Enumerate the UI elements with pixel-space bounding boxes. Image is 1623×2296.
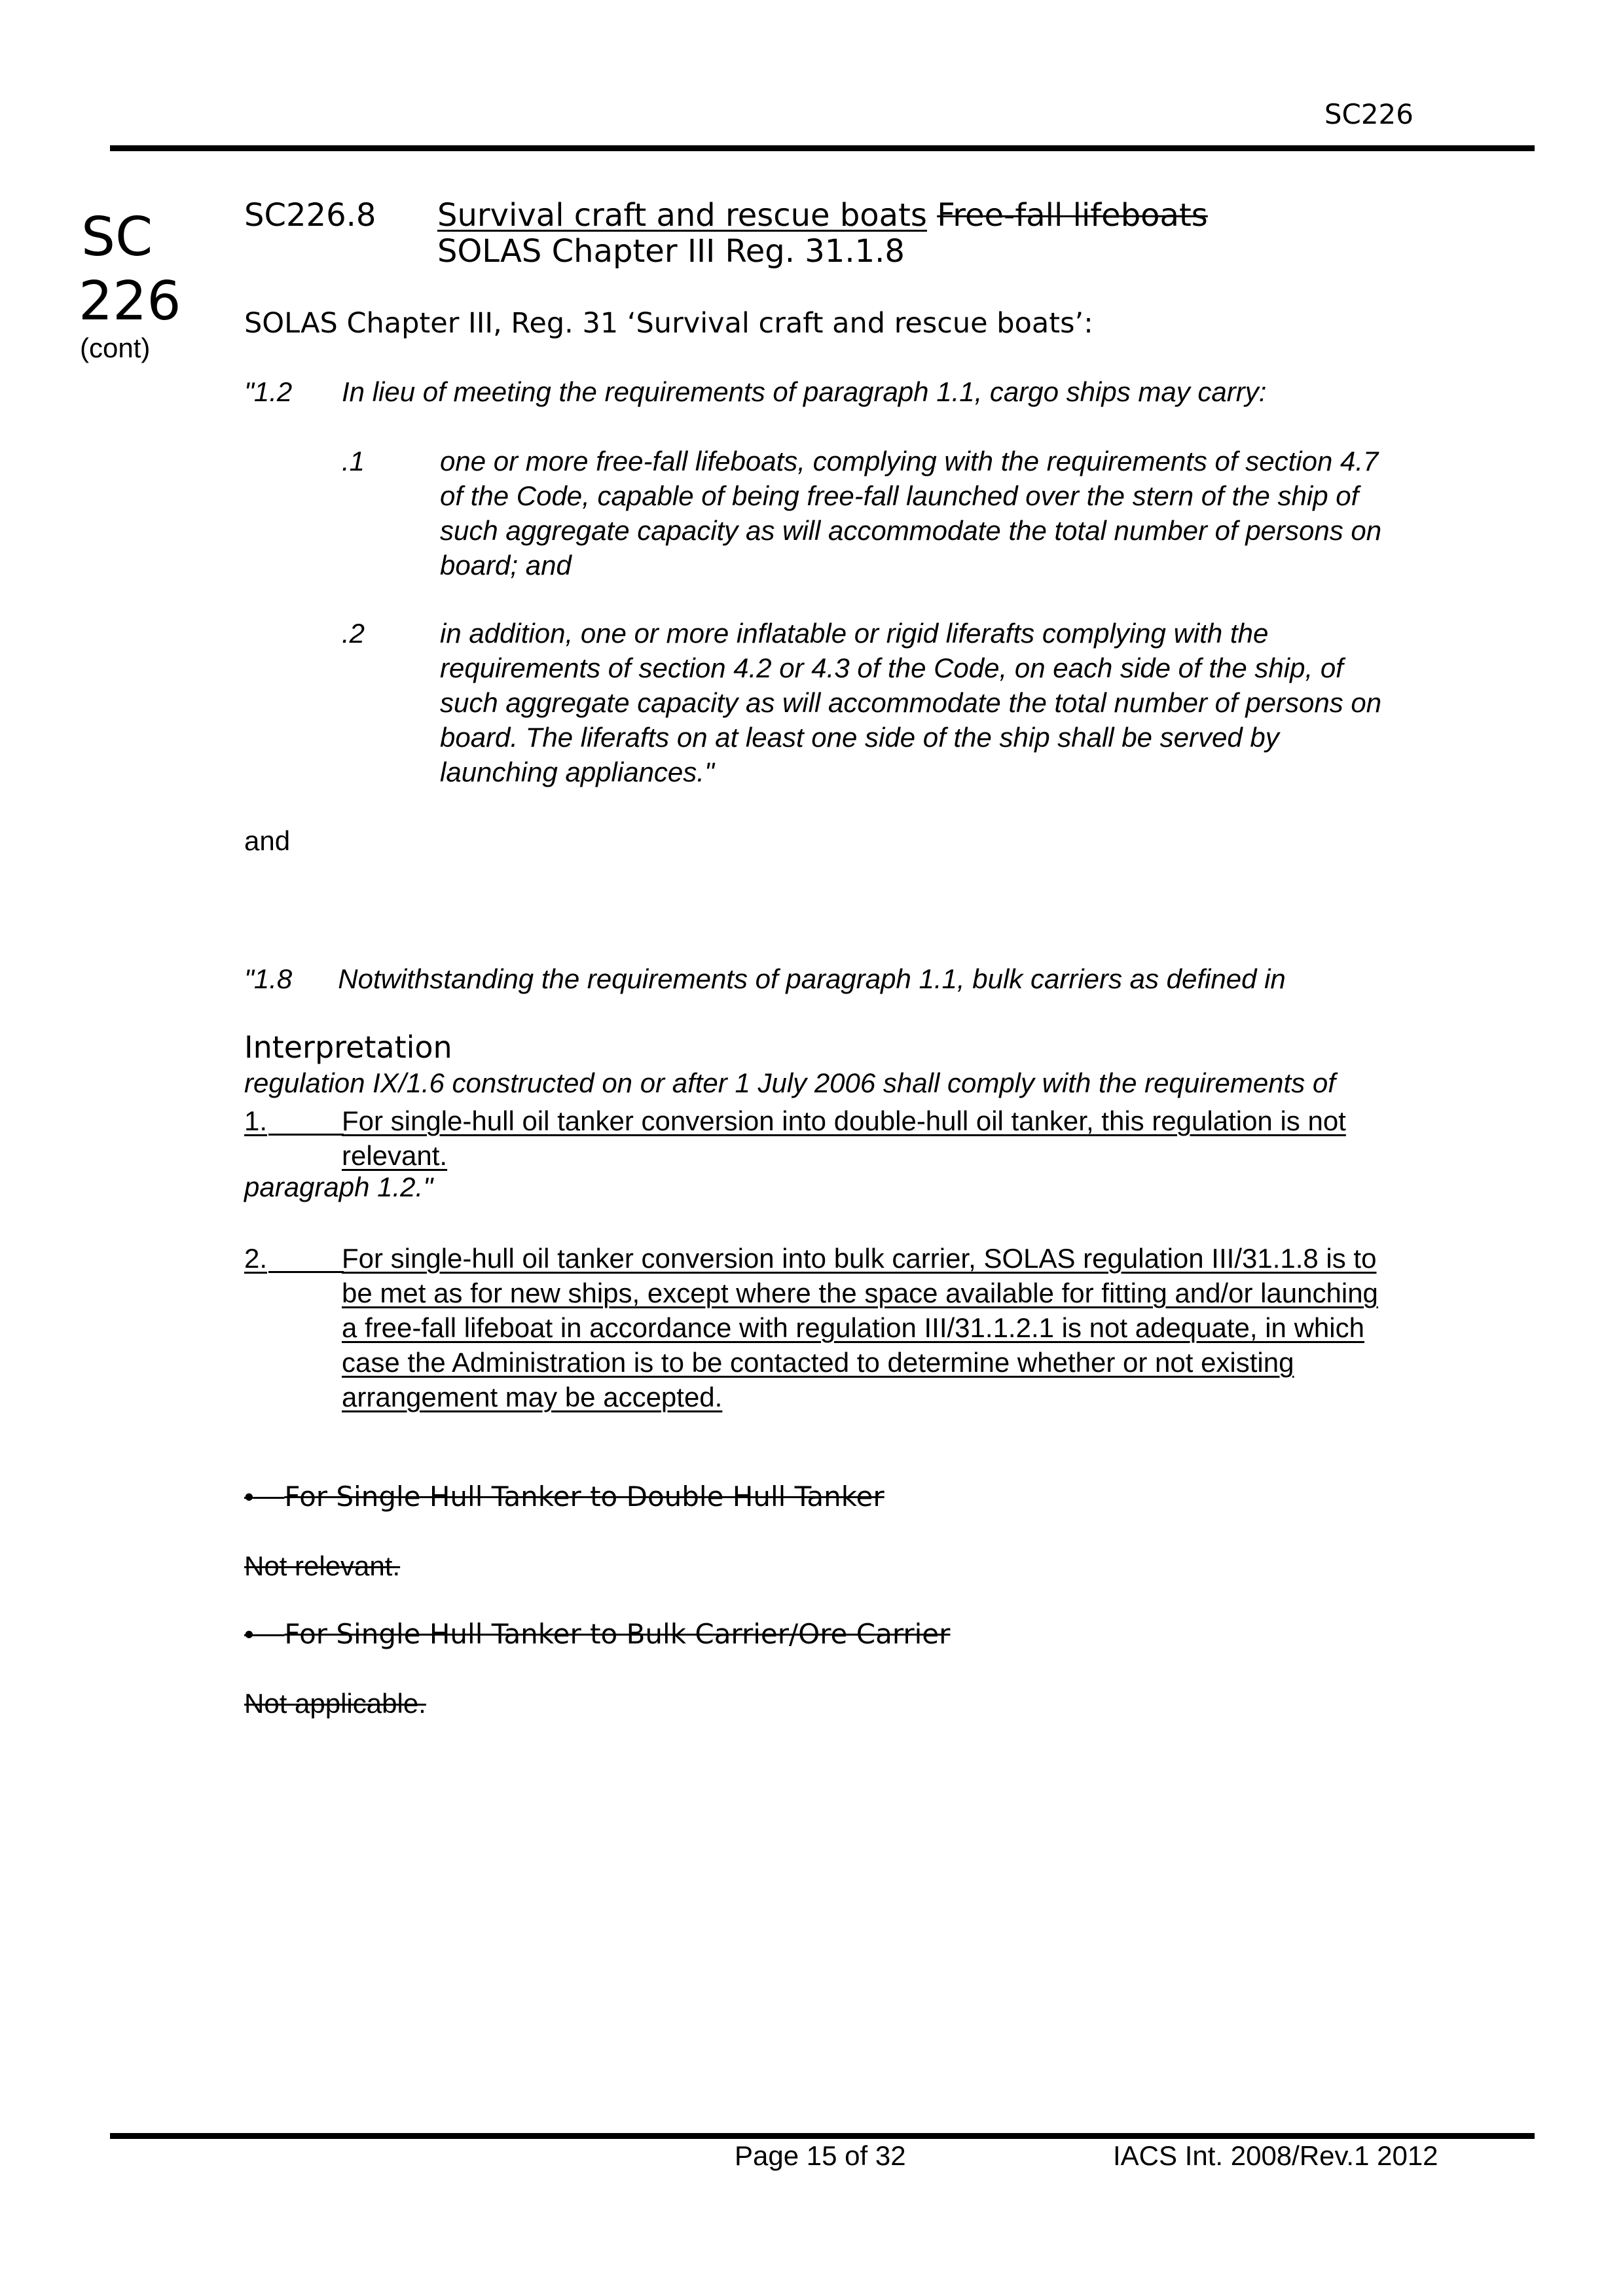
text-line: relevant. [342, 1140, 448, 1171]
interp-item2-num: 2. [244, 1243, 268, 1274]
text-line: For single-hull oil tanker conversion into double-hull oil tanker, this regulation is not [342, 1105, 1346, 1136]
section-subtitle: SOLAS Chapter III Reg. 31.1.8 [437, 233, 905, 270]
deleted-heading-text: For Single Hull Tanker to Bulk Carrier/Ore Carrier [284, 1618, 951, 1650]
deleted-heading-1 [244, 1479, 884, 1514]
footer-page: Page 15 of 32 [735, 2140, 906, 2171]
quote1-item2-num: .2 [342, 618, 365, 649]
quote2-text [244, 892, 1336, 1239]
text-line: a free-fall lifeboat in accordance with regulation III/31.1.2.1 is not adequate, in which [342, 1312, 1364, 1343]
header-rule [110, 145, 1535, 151]
text-line: one or more free-fall lifeboats, complying with the requirements of section 4.7 [440, 446, 1379, 476]
quote1-number: "1.2 [244, 376, 293, 407]
bullet-icon: • [244, 1481, 254, 1512]
text-line: paragraph 1.2." [244, 1172, 433, 1202]
text-line: of the Code, capable of being free-fall launched over the stern of the ship of [440, 480, 1359, 511]
interp-item1-num: 1. [244, 1105, 268, 1136]
text-line: requirements of section 4.2 or 4.3 of the Code, on each side of the ship, of [440, 653, 1343, 683]
text-line: launching appliances." [440, 757, 714, 787]
text-line: such aggregate capacity as will accommodate the total number of persons on [440, 515, 1382, 546]
text-line: For single-hull oil tanker conversion into bulk carrier, SOLAS regulation III/31.1.8 is to [342, 1243, 1377, 1274]
section-title [437, 197, 1208, 234]
quote1-item1-text [440, 444, 1381, 583]
interp-item1-text [342, 1103, 1346, 1173]
section-title-deleted: Free-fall lifeboats [937, 197, 1208, 234]
text-line: be met as for new ships, except where the space available for fitting and/or launching [342, 1278, 1378, 1308]
margin-cont: (cont) [80, 332, 151, 363]
text-line: board; and [440, 550, 572, 581]
deleted-heading-text: For Single Hull Tanker to Double Hull Tanker [284, 1480, 884, 1513]
header-doc-code: SC226 [1324, 98, 1413, 130]
deleted-text-2: Not applicable. [244, 1688, 426, 1719]
interp-item2-text [342, 1241, 1378, 1414]
footer-ref: IACS Int. 2008/Rev.1 2012 [1113, 2140, 1438, 2171]
text-line: case the Administration is to be contacted to determine whether or not existing [342, 1347, 1294, 1378]
text-line: arrangement may be accepted. [342, 1382, 723, 1412]
connector-text: and [244, 825, 291, 856]
text-line: "1.8 Notwithstanding the requirements of paragraph 1.1, bulk carriers as defined in [244, 963, 1286, 994]
intro-text: SOLAS Chapter III, Reg. 31 ‘Survival craft and rescue boats’: [244, 307, 1093, 340]
text-line: board. The liferafts on at least one side of the ship shall be served by [440, 722, 1279, 753]
text-line: in addition, one or more inflatable or rigid liferafts complying with the [440, 618, 1269, 649]
quote1-item1-num: .1 [342, 446, 365, 476]
text-line: regulation IX/1.6 constructed on or after 1 July 2006 shall comply with the requirements of [244, 1067, 1336, 1098]
bullet-icon: • [244, 1619, 254, 1649]
deleted-text-1: Not relevant. [244, 1551, 401, 1581]
section-number: SC226.8 [244, 197, 376, 234]
interpretation-heading: Interpretation [244, 1030, 452, 1065]
margin-number: 226 [79, 270, 181, 332]
interp-item2-underline-gap [268, 1271, 344, 1273]
margin-sc: SC [81, 206, 153, 268]
text-line: such aggregate capacity as will accommodate the total number of persons on [440, 687, 1382, 718]
quote1-item2-text [440, 616, 1381, 789]
deleted-heading-2 [244, 1617, 950, 1651]
interp-item1-underline-gap [268, 1134, 344, 1136]
quote1-text: In lieu of meeting the requirements of paragraph 1.1, cargo ships may carry: [342, 376, 1267, 407]
footer-rule [110, 2133, 1535, 2139]
section-title-new: Survival craft and rescue boats [437, 197, 927, 234]
